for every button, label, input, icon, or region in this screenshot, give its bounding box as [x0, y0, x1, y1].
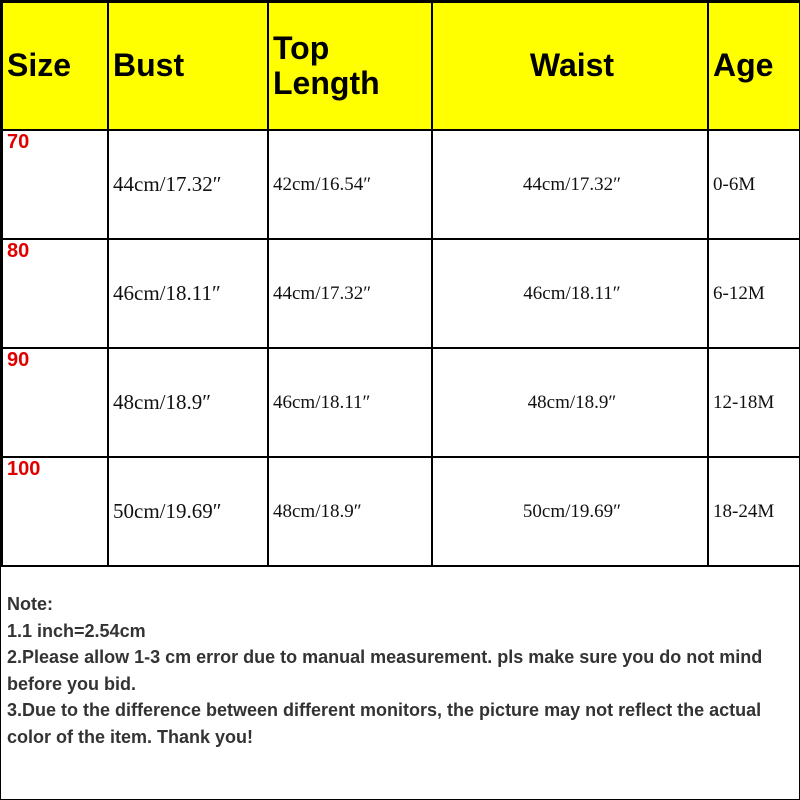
- cell-age: 18-24M: [708, 457, 800, 566]
- notes-title: Note:: [7, 594, 53, 614]
- cell-waist: 46cm/18.11″: [432, 239, 708, 348]
- header-top-length: Top Length: [268, 2, 432, 130]
- note-line-1: 1.1 inch=2.54cm: [7, 620, 146, 641]
- header-size: Size: [2, 2, 108, 130]
- cell-top-length: 46cm/18.11″: [268, 348, 432, 457]
- cell-size: 70: [2, 130, 108, 239]
- note-line-3: 3.Due to the difference between different monitors, the picture may not reflect the actual color of the item. Thank you!: [7, 700, 762, 747]
- header-age: Age: [708, 2, 800, 130]
- notes-section: [7, 591, 793, 750]
- cell-size: 80: [2, 239, 108, 348]
- table-row: [2, 239, 800, 348]
- cell-waist: 48cm/18.9″: [432, 348, 708, 457]
- cell-size: 90: [2, 348, 108, 457]
- header-waist: Waist: [432, 2, 708, 130]
- cell-top-length: 42cm/16.54″: [268, 130, 432, 239]
- cell-bust: 44cm/17.32″: [108, 130, 268, 239]
- cell-size: 100: [2, 457, 108, 566]
- table-row: [2, 457, 800, 566]
- size-table: [1, 1, 800, 567]
- cell-bust: 48cm/18.9″: [108, 348, 268, 457]
- table-row: [2, 130, 800, 239]
- cell-top-length: 48cm/18.9″: [268, 457, 432, 566]
- cell-bust: 50cm/19.69″: [108, 457, 268, 566]
- header-bust: Bust: [108, 2, 268, 130]
- cell-bust: 46cm/18.11″: [108, 239, 268, 348]
- cell-top-length: 44cm/17.32″: [268, 239, 432, 348]
- note-line-2: 2.Please allow 1-3 cm error due to manual measurement. pls make sure you do not mind before you bid.: [7, 647, 763, 694]
- cell-age: 0-6M: [708, 130, 800, 239]
- cell-waist: 44cm/17.32″: [432, 130, 708, 239]
- cell-waist: 50cm/19.69″: [432, 457, 708, 566]
- cell-age: 6-12M: [708, 239, 800, 348]
- cell-age: 12-18M: [708, 348, 800, 457]
- table-row: [2, 348, 800, 457]
- table-header-row: [2, 2, 800, 130]
